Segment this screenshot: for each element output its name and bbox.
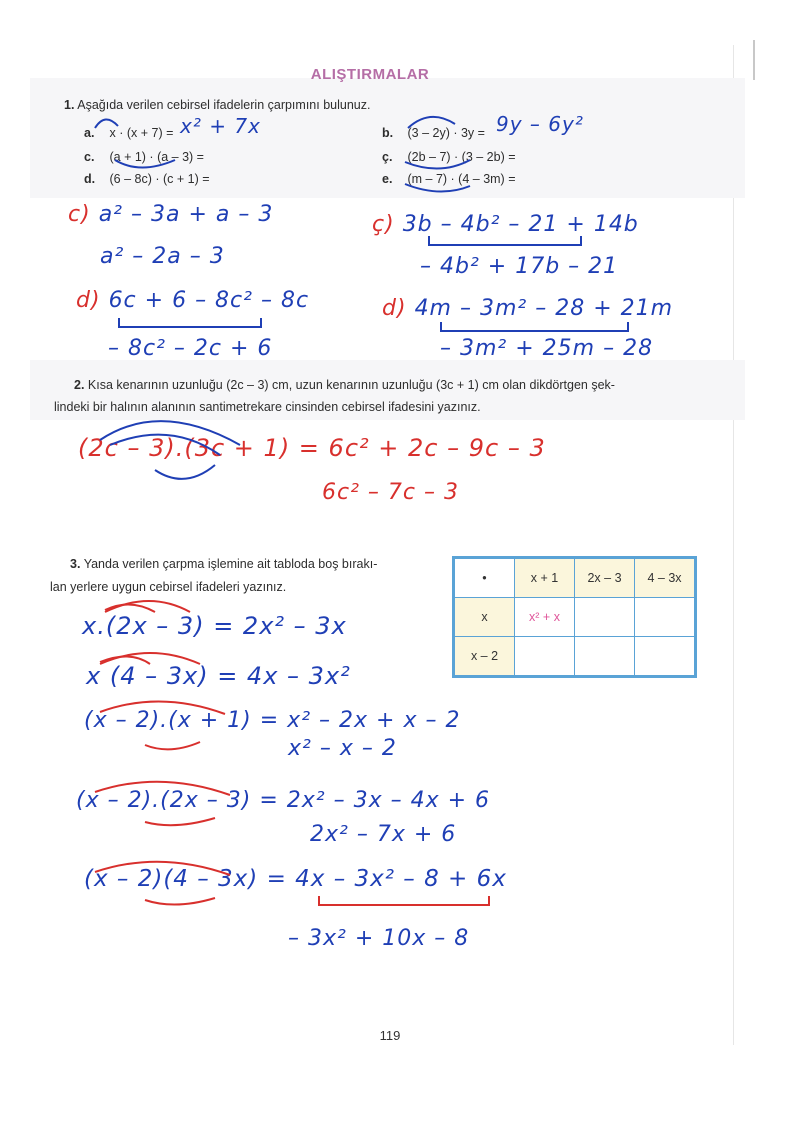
work-1e-line2: – 3m² + 25m – 28 (440, 336, 654, 361)
item-expression: (2b – 7) · (3 – 2b) = (407, 150, 516, 164)
work-2-line2: 6c² – 7c – 3 (322, 480, 459, 505)
item-label: d. (84, 172, 96, 186)
item-expression: (a + 1) · (a – 3) = (109, 150, 204, 164)
item-expression: (6 – 8c) · (c + 1) = (109, 172, 210, 186)
table-column-header: 4 – 3x (635, 558, 696, 598)
page-title: ALIŞTIRMALAR (310, 66, 430, 83)
work-label: ç) (372, 212, 395, 237)
exercise-number: 1. (64, 98, 75, 112)
work-expression: 3b – 4b² – 21 + 14b (402, 212, 639, 237)
item-expression: (m – 7) · (4 – 3m) = (407, 172, 516, 186)
exercise-text: Kısa kenarının uzunluğu (2c – 3) cm, uzun kenarının uzunluğu (3c + 1) cm olan dikdörtgen şek- (87, 378, 615, 392)
answer-1a: x² + 7x (180, 114, 261, 138)
item-label: b. (382, 126, 394, 140)
work-2-line1: (2c – 3).(3c + 1) = 6c² + 2c – 9c – 3 (78, 434, 546, 462)
table-column-header: x + 1 (515, 558, 575, 598)
work-expression: 6c + 6 – 8c² – 8c (108, 288, 310, 313)
work-3-row1: x.(2x – 3) = 2x² – 3x (82, 612, 347, 640)
work-3-row5-line1: (x – 2)(4 – 3x) = 4x – 3x² – 8 + 6x (84, 866, 507, 892)
table-corner: • (454, 558, 515, 598)
item-expression: (3 – 2y) · 3y = (407, 126, 485, 140)
work-3-row3-line1: (x – 2).(x + 1) = x² – 2x + x – 2 (84, 708, 461, 733)
exercise-text: Yanda verilen çarpma işlemine ait tabloda boş bırakı- (83, 557, 378, 571)
item-label: e. (382, 172, 393, 186)
work-label: c) (68, 202, 91, 227)
work-1cc-line2: – 4b² + 17b – 21 (420, 254, 619, 279)
table-column-header: 2x – 3 (575, 558, 635, 598)
work-expression: 4m – 3m² – 28 + 21m (414, 296, 674, 321)
work-3-row5-line2: – 3x² + 10x – 8 (288, 926, 470, 951)
work-label: d) (76, 288, 101, 313)
work-1c-line2: a² – 2a – 3 (100, 244, 225, 269)
work-1d-line2: – 8c² – 2c + 6 (108, 336, 273, 361)
item-label: a. (84, 126, 95, 140)
exercise-2-prompt-line2: lindeki bir halının alanının santimetrekare cinsinden cebirsel ifadesini yazınız. (54, 400, 481, 414)
exercise-3-prompt-line2: lan yerlere uygun cebirsel ifadeleri yazınız. (50, 580, 287, 594)
work-3-row3-line2: x² – x – 2 (288, 736, 397, 761)
item-label: ç. (382, 150, 393, 164)
exercise-text: Aşağıda verilen cebirsel ifadelerin çarpımını bulunuz. (77, 98, 371, 112)
answer-1b: 9y – 6y² (496, 112, 584, 136)
work-3-row4-line1: (x – 2).(2x – 3) = 2x² – 3x – 4x + 6 (76, 788, 491, 813)
work-3-row4-line2: 2x² – 7x + 6 (310, 822, 457, 847)
item-label: c. (84, 150, 95, 164)
page-number: 119 (379, 1028, 401, 1043)
work-3-row2: x (4 – 3x) = 4x – 3x² (86, 662, 351, 690)
exercise-number: 3. (70, 557, 81, 571)
work-label: d) (382, 296, 407, 321)
table-row-header: x (454, 598, 515, 637)
table-cell: x² + x (515, 598, 575, 637)
table-row-header: x – 2 (454, 637, 515, 677)
work-expression: a² – 3a + a – 3 (98, 202, 274, 227)
exercise-number: 2. (74, 378, 85, 392)
item-expression: x · (x + 7) = (109, 126, 174, 140)
